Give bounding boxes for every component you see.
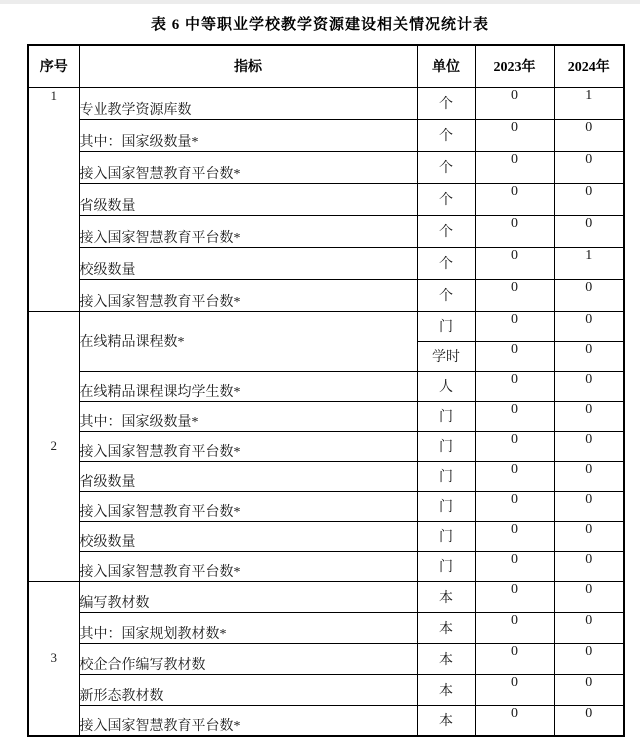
unit-cell: 本 [417, 581, 475, 612]
table-row [28, 183, 624, 215]
value-2023-cell: 0 [475, 341, 554, 371]
top-edge-strip [0, 0, 640, 4]
value-2023-cell: 0 [475, 643, 554, 674]
value-2024-cell: 0 [554, 491, 624, 521]
unit-cell: 门 [417, 551, 475, 581]
indicator-cell: 校级数量 [79, 521, 417, 551]
value-2024-cell: 0 [554, 341, 624, 371]
table-row [28, 581, 624, 612]
indicator-cell: 省级数量 [79, 461, 417, 491]
table-row [28, 705, 624, 736]
indicator-cell: 校级数量 [79, 247, 417, 279]
col-header-2024: 2024年 [554, 45, 624, 87]
indicator-cell: 接入国家智慧教育平台数* [79, 215, 417, 247]
value-2023-cell: 0 [475, 674, 554, 705]
value-2023-cell: 0 [475, 215, 554, 247]
table-row [28, 521, 624, 551]
stats-table [27, 44, 625, 737]
indicator-cell: 接入国家智慧教育平台数* [79, 151, 417, 183]
table-row [28, 674, 624, 705]
indicator-cell: 其中：国家级数量* [79, 119, 417, 151]
table-row [28, 431, 624, 461]
value-2024-cell: 0 [554, 279, 624, 311]
value-2024-cell: 0 [554, 151, 624, 183]
unit-cell: 个 [417, 119, 475, 151]
table-header [28, 45, 624, 87]
value-2024-cell: 0 [554, 119, 624, 151]
col-header-unit: 单位 [417, 45, 475, 87]
table-row [28, 247, 624, 279]
value-2023-cell: 0 [475, 183, 554, 215]
value-2024-cell: 0 [554, 311, 624, 341]
value-2023-cell: 0 [475, 119, 554, 151]
value-2023-cell: 0 [475, 581, 554, 612]
value-2023-cell: 0 [475, 461, 554, 491]
value-2024-cell: 0 [554, 215, 624, 247]
value-2024-cell: 1 [554, 247, 624, 279]
table-row [28, 311, 624, 341]
value-2024-cell: 0 [554, 461, 624, 491]
value-2023-cell: 0 [475, 705, 554, 736]
value-2024-cell: 1 [554, 87, 624, 119]
unit-cell: 门 [417, 311, 475, 341]
table-row [28, 87, 624, 119]
table-row [28, 643, 624, 674]
col-header-indicator: 指标 [79, 45, 417, 87]
table-title: 表 6 中等职业学校教学资源建设相关情况统计表 [150, 17, 489, 33]
col-header-serial: 序号 [28, 45, 79, 87]
indicator-cell: 其中：国家规划教材数* [79, 612, 417, 643]
table-row [28, 119, 624, 151]
unit-cell: 本 [417, 674, 475, 705]
value-2023-cell: 0 [475, 247, 554, 279]
unit-cell: 学时 [417, 341, 475, 371]
unit-cell: 门 [417, 401, 475, 431]
indicator-cell: 在线精品课程课均学生数* [79, 371, 417, 401]
table-row [28, 461, 624, 491]
value-2024-cell: 0 [554, 431, 624, 461]
unit-cell: 本 [417, 612, 475, 643]
indicator-cell: 校企合作编写教材数 [79, 643, 417, 674]
unit-cell: 个 [417, 183, 475, 215]
unit-cell: 门 [417, 491, 475, 521]
value-2024-cell: 0 [554, 612, 624, 643]
table-row [28, 612, 624, 643]
indicator-cell: 专业教学资源库数 [79, 87, 417, 119]
indicator-cell: 其中：国家级数量* [79, 401, 417, 431]
unit-cell: 个 [417, 279, 475, 311]
table-row [28, 401, 624, 431]
table-row [28, 491, 624, 521]
value-2024-cell: 0 [554, 581, 624, 612]
table-row [28, 371, 624, 401]
value-2024-cell: 0 [554, 371, 624, 401]
unit-cell: 门 [417, 521, 475, 551]
unit-cell: 人 [417, 371, 475, 401]
indicator-cell: 接入国家智慧教育平台数* [79, 431, 417, 461]
value-2024-cell: 0 [554, 521, 624, 551]
indicator-cell: 新形态教材数 [79, 674, 417, 705]
value-2023-cell: 0 [475, 551, 554, 581]
value-2023-cell: 0 [475, 151, 554, 183]
indicator-cell: 编写教材数 [79, 581, 417, 612]
indicator-cell: 在线精品课程数* [79, 311, 417, 371]
indicator-cell: 接入国家智慧教育平台数* [79, 491, 417, 521]
unit-cell: 个 [417, 247, 475, 279]
section-number-cell: 2 [28, 311, 79, 581]
indicator-cell: 接入国家智慧教育平台数* [79, 279, 417, 311]
unit-cell: 个 [417, 87, 475, 119]
unit-cell: 个 [417, 215, 475, 247]
section-number-cell: 1 [28, 87, 79, 311]
indicator-cell: 接入国家智慧教育平台数* [79, 705, 417, 736]
value-2023-cell: 0 [475, 311, 554, 341]
col-header-2023: 2023年 [475, 45, 554, 87]
value-2024-cell: 0 [554, 674, 624, 705]
unit-cell: 本 [417, 643, 475, 674]
value-2023-cell: 0 [475, 431, 554, 461]
table-row [28, 551, 624, 581]
table-row [28, 215, 624, 247]
unit-cell: 个 [417, 151, 475, 183]
unit-cell: 门 [417, 431, 475, 461]
table-body [28, 87, 624, 736]
value-2024-cell: 0 [554, 643, 624, 674]
table-row [28, 151, 624, 183]
value-2023-cell: 0 [475, 521, 554, 551]
value-2024-cell: 0 [554, 551, 624, 581]
indicator-cell: 省级数量 [79, 183, 417, 215]
value-2023-cell: 0 [475, 279, 554, 311]
value-2023-cell: 0 [475, 491, 554, 521]
unit-cell: 门 [417, 461, 475, 491]
value-2024-cell: 0 [554, 401, 624, 431]
indicator-cell: 接入国家智慧教育平台数* [79, 551, 417, 581]
header-row [28, 45, 624, 87]
value-2023-cell: 0 [475, 87, 554, 119]
table-row [28, 279, 624, 311]
section-number-cell: 3 [28, 581, 79, 736]
value-2023-cell: 0 [475, 401, 554, 431]
unit-cell: 本 [417, 705, 475, 736]
value-2023-cell: 0 [475, 612, 554, 643]
value-2023-cell: 0 [475, 371, 554, 401]
value-2024-cell: 0 [554, 183, 624, 215]
value-2024-cell: 0 [554, 705, 624, 736]
